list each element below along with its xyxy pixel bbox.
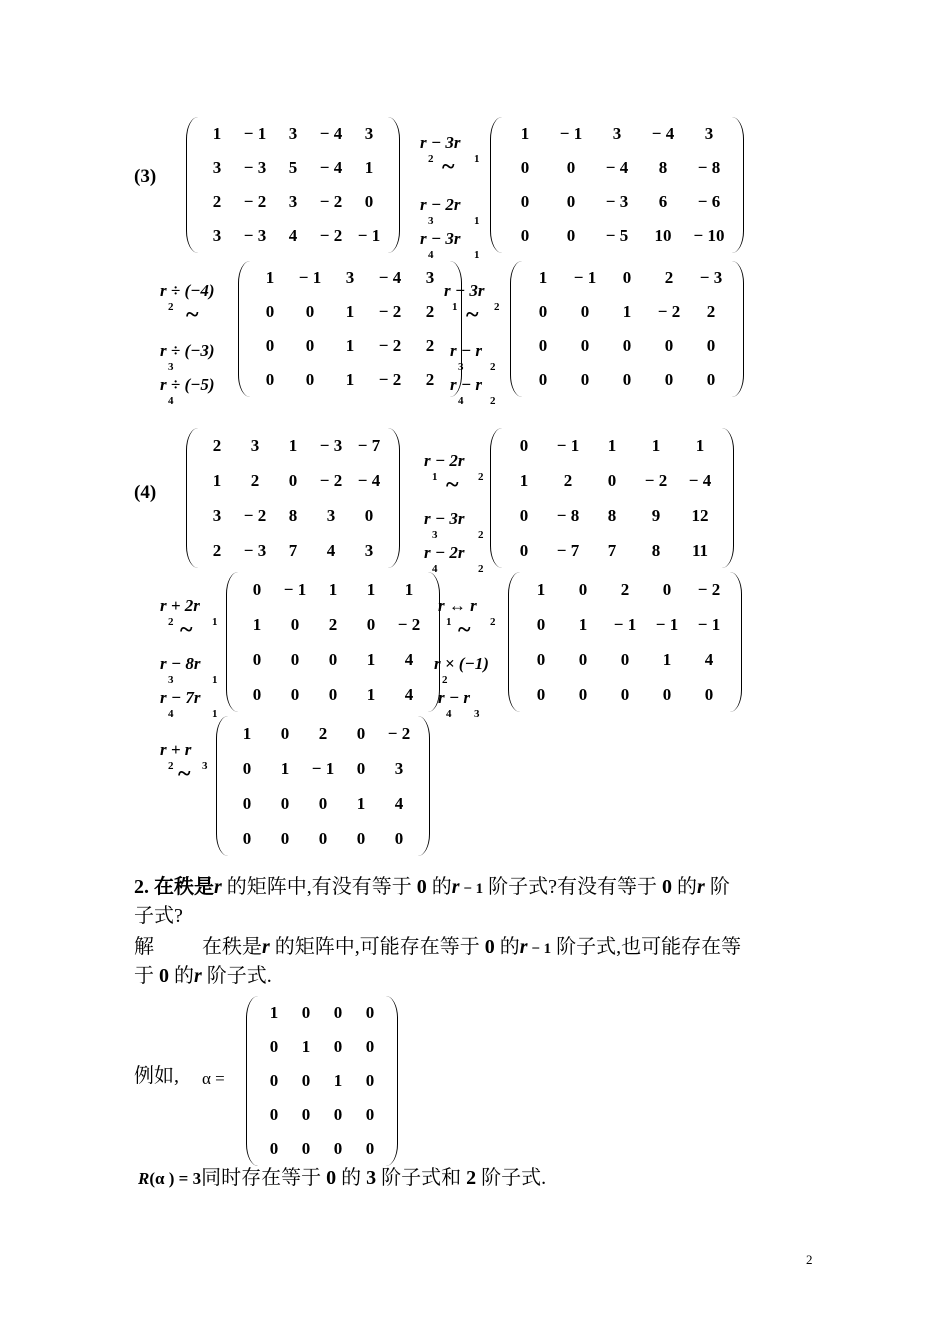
matrix-entry: − 10 <box>693 226 725 245</box>
matrix-entry: − 8 <box>697 158 721 177</box>
matrix-entry: − 4 <box>378 268 402 287</box>
matrix-entry: 1 <box>695 435 705 455</box>
matrix-entry: 1 <box>269 1003 279 1022</box>
matrix-entry: 0 <box>520 192 530 211</box>
right-paren <box>721 428 734 568</box>
matrix-entry: 2 <box>318 723 328 743</box>
matrix-entry: 0 <box>333 1003 343 1022</box>
matrix-entry: 0 <box>252 684 262 704</box>
matrix-row <box>228 716 418 751</box>
matrix-entry: − 4 <box>605 158 629 177</box>
matrix-entry: 0 <box>664 370 674 389</box>
matrix-entry: 3 <box>425 268 435 287</box>
matrix-entry: − 1 <box>311 758 335 778</box>
matrix-entry: − 1 <box>613 614 637 634</box>
matrix-alpha <box>246 996 398 1166</box>
matrix-row <box>502 185 732 219</box>
matrix-entry: 2 <box>706 302 716 321</box>
matrix-row <box>250 261 450 295</box>
matrix-row <box>502 533 722 568</box>
matrix-entry: 0 <box>622 370 632 389</box>
question-2-line2: 子式? <box>134 905 183 927</box>
matrix-entry: 0 <box>305 336 315 355</box>
matrix-entry: 0 <box>301 1003 311 1022</box>
matrix-entry: − 1 <box>357 226 381 245</box>
matrix-row <box>198 219 388 253</box>
matrix-entry: 1 <box>242 723 252 743</box>
matrix-entry: − 2 <box>644 470 668 490</box>
matrix-entry: 0 <box>305 302 315 321</box>
matrix-entry: 7 <box>607 540 617 560</box>
matrix-entry: 0 <box>366 614 376 634</box>
matrix-entry: 1 <box>520 124 530 143</box>
matrix-row <box>198 117 388 151</box>
matrix-row <box>520 642 730 677</box>
matrix-entry: 1 <box>333 1071 343 1090</box>
matrix-entry: 0 <box>365 1071 375 1090</box>
matrix-entry: 1 <box>328 579 338 599</box>
matrix-entry: 2 <box>250 470 260 490</box>
matrix-entry: 0 <box>662 684 672 704</box>
matrix-entry: 0 <box>566 192 576 211</box>
matrix-row <box>258 1098 386 1132</box>
matrix-entry: 8 <box>288 505 298 525</box>
matrix-entry: 0 <box>269 1105 279 1124</box>
matrix-row <box>250 329 450 363</box>
matrix-row <box>522 363 732 397</box>
matrix-4-3 <box>508 572 742 712</box>
matrix-entry: 0 <box>566 226 576 245</box>
matrix-entry: 8 <box>607 505 617 525</box>
matrix-entry: 0 <box>333 1105 343 1124</box>
matrix-entry: 4 <box>404 649 414 669</box>
matrix-entry: − 1 <box>283 579 307 599</box>
matrix-entry: 2 <box>425 302 435 321</box>
matrix-entry: 1 <box>265 268 275 287</box>
matrix-entry: 0 <box>301 1105 311 1124</box>
matrix-entry: 0 <box>242 793 252 813</box>
matrix-entry: 0 <box>536 684 546 704</box>
matrix-entry: 3 <box>212 158 222 177</box>
matrix-entry: 0 <box>364 505 374 525</box>
matrix-entry: 1 <box>345 302 355 321</box>
matrix-entry: 0 <box>607 470 617 490</box>
matrix-row <box>258 1030 386 1064</box>
matrix-entry: 3 <box>704 124 714 143</box>
matrix-3-2 <box>238 261 462 397</box>
matrix-entry: 0 <box>328 649 338 669</box>
matrix-entry: 0 <box>538 370 548 389</box>
matrix-entry: 1 <box>622 302 632 321</box>
matrix-entry: 0 <box>622 336 632 355</box>
matrix-entry: 0 <box>252 649 262 669</box>
matrix-entry: 0 <box>242 758 252 778</box>
matrix-entry: − 2 <box>319 226 343 245</box>
matrix-row <box>258 1132 386 1166</box>
tilde-icon: ~ <box>442 154 455 180</box>
tilde-icon: ~ <box>186 302 199 328</box>
matrix-row <box>502 117 732 151</box>
matrix-entry: 2 <box>212 540 222 560</box>
matrix-entry: 0 <box>394 828 404 848</box>
right-paren <box>731 117 744 253</box>
matrix-entry: − 4 <box>651 124 675 143</box>
matrix-entry: 4 <box>404 684 414 704</box>
matrix-entry: 1 <box>366 684 376 704</box>
matrix-entry: 3 <box>612 124 622 143</box>
matrix-entry: 0 <box>706 336 716 355</box>
right-paren <box>731 261 744 397</box>
matrix-entry: 2 <box>664 268 674 287</box>
right-paren <box>387 117 400 253</box>
matrix-entry: − 3 <box>243 226 267 245</box>
matrix-entry: 0 <box>580 370 590 389</box>
matrix-entry: − 3 <box>699 268 723 287</box>
matrix-entry: 0 <box>620 684 630 704</box>
matrix-entry: 9 <box>651 505 661 525</box>
matrix-entry: − 7 <box>357 435 381 455</box>
matrix-entry: 1 <box>578 614 588 634</box>
matrix-entry: 0 <box>580 302 590 321</box>
matrix-row <box>522 295 732 329</box>
matrix-entry: 10 <box>654 226 672 245</box>
matrix-entry: 0 <box>280 723 290 743</box>
matrix-4-1 <box>490 428 734 568</box>
matrix-entry: − 2 <box>657 302 681 321</box>
matrix-entry: − 7 <box>556 540 580 560</box>
rank-conclusion: R(α ) = 3同时存在等于 0 的 3 阶子式和 2 阶子式. <box>138 1167 547 1189</box>
matrix-entry: − 1 <box>655 614 679 634</box>
matrix-row <box>502 428 722 463</box>
matrix-entry: 0 <box>519 505 529 525</box>
matrix-entry: − 2 <box>397 614 421 634</box>
matrix-entry: 3 <box>345 268 355 287</box>
matrix-entry: 2 <box>563 470 573 490</box>
matrix-row <box>502 498 722 533</box>
matrix-entry: 3 <box>364 540 374 560</box>
matrix-entry: − 3 <box>605 192 629 211</box>
matrix-row <box>198 533 388 568</box>
matrix-entry: 1 <box>366 579 376 599</box>
matrix-entry: − 3 <box>243 540 267 560</box>
matrix-entry: 0 <box>242 828 252 848</box>
matrix-entry: 1 <box>662 649 672 669</box>
matrix-row <box>238 572 428 607</box>
matrix-entry: 0 <box>538 302 548 321</box>
matrix-entry: 3 <box>364 124 374 143</box>
matrix-row <box>258 996 386 1030</box>
matrix-entry: 0 <box>365 1105 375 1124</box>
matrix-entry: 0 <box>578 579 588 599</box>
matrix-entry: 0 <box>288 470 298 490</box>
matrix-entry: 0 <box>520 158 530 177</box>
matrix-row <box>228 751 418 786</box>
matrix-entry: 0 <box>664 336 674 355</box>
matrix-entry: 0 <box>536 614 546 634</box>
matrix-entry: − 2 <box>387 723 411 743</box>
matrix-row <box>250 295 450 329</box>
matrix-entry: 0 <box>280 793 290 813</box>
matrix-entry: 1 <box>212 470 222 490</box>
matrix-entry: 1 <box>252 614 262 634</box>
matrix-entry: 1 <box>519 470 529 490</box>
matrix-3-0 <box>186 117 400 253</box>
matrix-entry: − 2 <box>319 192 343 211</box>
right-paren <box>417 716 430 856</box>
matrix-entry: 1 <box>288 435 298 455</box>
matrix-4-0 <box>186 428 400 568</box>
answer-line2: 于 0 的r 阶子式. <box>134 965 272 987</box>
matrix-entry: 1 <box>404 579 414 599</box>
matrix-entry: 12 <box>691 505 709 525</box>
matrix-entry: 7 <box>288 540 298 560</box>
matrix-entry: 1 <box>212 124 222 143</box>
matrix-entry: 4 <box>394 793 404 813</box>
matrix-row <box>228 786 418 821</box>
matrix-row <box>198 463 388 498</box>
matrix-entry: − 2 <box>243 192 267 211</box>
matrix-entry: 1 <box>280 758 290 778</box>
tilde-icon: ~ <box>466 302 479 328</box>
example-label: 例如, <box>134 1065 179 1087</box>
matrix-entry: 0 <box>706 370 716 389</box>
matrix-row <box>228 821 418 856</box>
matrix-entry: 3 <box>250 435 260 455</box>
matrix-entry: 1 <box>366 649 376 669</box>
matrix-entry: 1 <box>651 435 661 455</box>
matrix-entry: 0 <box>356 723 366 743</box>
matrix-row <box>502 151 732 185</box>
matrix-entry: 1 <box>345 370 355 389</box>
matrix-entry: 1 <box>607 435 617 455</box>
matrix-entry: 1 <box>356 793 366 813</box>
matrix-row <box>522 261 732 295</box>
matrix-entry: 0 <box>333 1139 343 1158</box>
matrix-entry: 2 <box>620 579 630 599</box>
matrix-entry: 3 <box>288 192 298 211</box>
matrix-entry: 2 <box>328 614 338 634</box>
matrix-entry: 1 <box>345 336 355 355</box>
tilde-icon: ~ <box>178 761 191 787</box>
matrix-entry: 3 <box>212 226 222 245</box>
matrix-entry: 0 <box>365 1139 375 1158</box>
matrix-entry: − 6 <box>697 192 721 211</box>
matrix-row <box>502 219 732 253</box>
matrix-row <box>198 498 388 533</box>
matrix-entry: 0 <box>520 226 530 245</box>
matrix-entry: 0 <box>365 1003 375 1022</box>
matrix-row <box>198 185 388 219</box>
matrix-entry: 4 <box>288 226 298 245</box>
matrix-4-2 <box>226 572 440 712</box>
matrix-entry: 4 <box>326 540 336 560</box>
matrix-row <box>238 642 428 677</box>
matrix-entry: − 4 <box>688 470 712 490</box>
matrix-entry: 0 <box>318 793 328 813</box>
matrix-row <box>258 1064 386 1098</box>
matrix-entry: 0 <box>519 435 529 455</box>
matrix-entry: 0 <box>280 828 290 848</box>
matrix-entry: − 4 <box>357 470 381 490</box>
matrix-entry: 8 <box>651 540 661 560</box>
matrix-entry: 0 <box>290 649 300 669</box>
matrix-entry: 0 <box>301 1071 311 1090</box>
matrix-entry: − 2 <box>697 579 721 599</box>
matrix-3-1 <box>490 117 744 253</box>
matrix-entry: 11 <box>691 540 709 560</box>
matrix-entry: 0 <box>265 302 275 321</box>
matrix-entry: − 2 <box>378 302 402 321</box>
right-paren <box>385 996 398 1166</box>
matrix-entry: − 1 <box>573 268 597 287</box>
matrix-entry: 3 <box>212 505 222 525</box>
matrix-entry: 0 <box>305 370 315 389</box>
matrix-entry: 1 <box>364 158 374 177</box>
matrix-row <box>520 607 730 642</box>
matrix-entry: 1 <box>538 268 548 287</box>
matrix-row <box>502 463 722 498</box>
alpha-eq: α = <box>202 1069 225 1088</box>
matrix-entry: 0 <box>269 1071 279 1090</box>
matrix-entry: 0 <box>704 684 714 704</box>
matrix-entry: − 2 <box>378 336 402 355</box>
matrix-entry: 0 <box>301 1139 311 1158</box>
matrix-entry: 0 <box>333 1037 343 1056</box>
matrix-row <box>520 572 730 607</box>
question-2-line1: 2. 在秩是r 的矩阵中,有没有等于 0 的r − 1 阶子式?有没有等于 0 的r 阶 <box>134 876 730 898</box>
matrix-entry: 4 <box>704 649 714 669</box>
matrix-entry: 0 <box>536 649 546 669</box>
matrix-entry: 0 <box>622 268 632 287</box>
matrix-entry: 3 <box>394 758 404 778</box>
matrix-entry: 0 <box>269 1139 279 1158</box>
right-paren <box>729 572 742 712</box>
matrix-row <box>520 677 730 712</box>
matrix-entry: 0 <box>265 336 275 355</box>
matrix-entry: − 8 <box>556 505 580 525</box>
matrix-row <box>238 607 428 642</box>
matrix-entry: 2 <box>212 192 222 211</box>
matrix-entry: 0 <box>328 684 338 704</box>
matrix-entry: 3 <box>288 124 298 143</box>
matrix-entry: 0 <box>318 828 328 848</box>
matrix-entry: 6 <box>658 192 668 211</box>
matrix-entry: 0 <box>265 370 275 389</box>
matrix-entry: 0 <box>538 336 548 355</box>
page-number: 2 <box>806 1252 813 1267</box>
matrix-entry: − 4 <box>319 124 343 143</box>
matrix-entry: − 1 <box>243 124 267 143</box>
matrix-entry: − 1 <box>556 435 580 455</box>
matrix-entry: 1 <box>301 1037 311 1056</box>
matrix-entry: 0 <box>662 579 672 599</box>
matrix-4-4 <box>216 716 430 856</box>
matrix-entry: − 5 <box>605 226 629 245</box>
problem-3-label: (3) <box>134 166 157 187</box>
matrix-entry: 0 <box>269 1037 279 1056</box>
matrix-entry: − 3 <box>243 158 267 177</box>
matrix-entry: 0 <box>252 579 262 599</box>
matrix-entry: 8 <box>658 158 668 177</box>
matrix-entry: − 1 <box>697 614 721 634</box>
matrix-entry: − 2 <box>378 370 402 389</box>
matrix-row <box>238 677 428 712</box>
matrix-row <box>522 329 732 363</box>
matrix-entry: 0 <box>620 649 630 669</box>
tilde-icon: ~ <box>446 472 459 498</box>
matrix-entry: 0 <box>578 684 588 704</box>
tilde-icon: ~ <box>458 617 471 643</box>
matrix-entry: 2 <box>425 336 435 355</box>
matrix-row <box>198 428 388 463</box>
matrix-entry: − 1 <box>298 268 322 287</box>
matrix-entry: 0 <box>519 540 529 560</box>
matrix-entry: 0 <box>356 758 366 778</box>
answer-line1: 解 在秩是r 的矩阵中,可能存在等于 0 的r − 1 阶子式,也可能存在等 <box>134 936 742 958</box>
matrix-row <box>198 151 388 185</box>
matrix-entry: 0 <box>290 684 300 704</box>
matrix-entry: 5 <box>288 158 298 177</box>
problem-4-label: (4) <box>134 482 157 503</box>
matrix-entry: 1 <box>536 579 546 599</box>
matrix-entry: 2 <box>212 435 222 455</box>
matrix-entry: 0 <box>364 192 374 211</box>
matrix-entry: − 2 <box>243 505 267 525</box>
matrix-entry: 0 <box>566 158 576 177</box>
matrix-entry: − 2 <box>319 470 343 490</box>
matrix-entry: 0 <box>365 1037 375 1056</box>
right-paren <box>387 428 400 568</box>
tilde-icon: ~ <box>180 617 193 643</box>
matrix-entry: 0 <box>290 614 300 634</box>
matrix-entry: 0 <box>356 828 366 848</box>
matrix-entry: − 3 <box>319 435 343 455</box>
matrix-entry: 0 <box>578 649 588 669</box>
matrix-entry: 3 <box>326 505 336 525</box>
matrix-entry: − 1 <box>559 124 583 143</box>
matrix-entry: 0 <box>580 336 590 355</box>
matrix-row <box>250 363 450 397</box>
matrix-entry: 2 <box>425 370 435 389</box>
matrix-3-3 <box>510 261 744 397</box>
matrix-entry: − 4 <box>319 158 343 177</box>
